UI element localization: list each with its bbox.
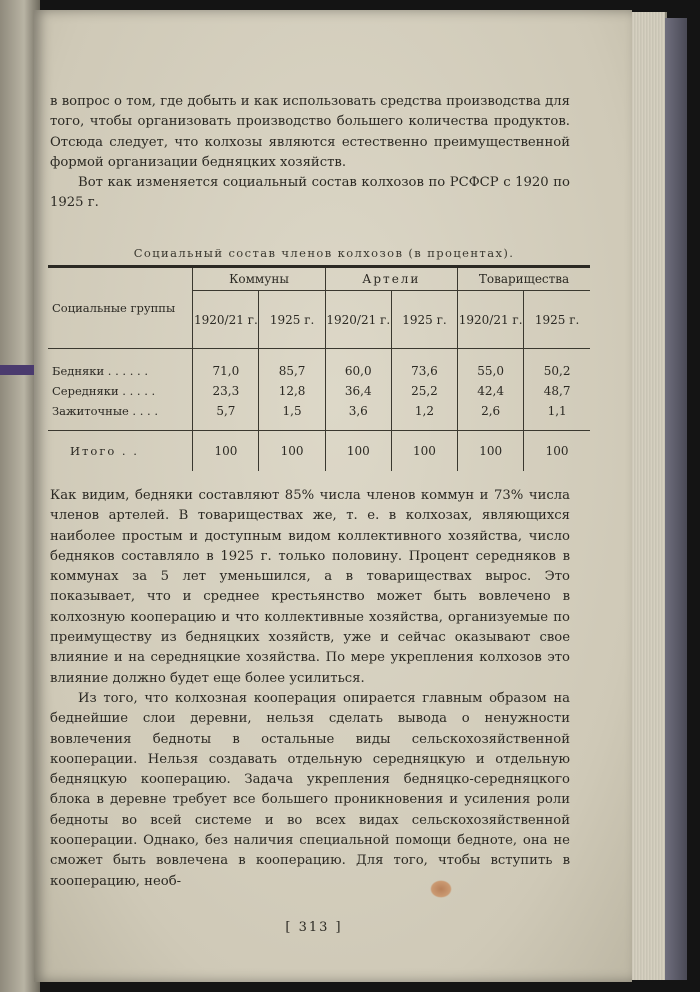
table-cell: 50,2 bbox=[524, 361, 590, 381]
paragraph-1-block bbox=[50, 92, 570, 214]
table-cell: 1,1 bbox=[524, 401, 590, 421]
row-label-poor: Бедняки . . . . . . bbox=[52, 363, 148, 378]
table-header-groups: Социальные группы bbox=[48, 267, 193, 349]
table-row bbox=[48, 381, 590, 401]
table-caption: Социальный состав членов колхозов (в процентах). bbox=[133, 246, 515, 260]
table-cell: 5,7 bbox=[193, 401, 259, 421]
table-cell: 100 bbox=[325, 431, 391, 471]
table-cell: 100 bbox=[259, 431, 325, 471]
table-header-year: 1925 г. bbox=[259, 291, 325, 349]
table-cell: 100 bbox=[391, 431, 457, 471]
table-cell: 1,5 bbox=[259, 401, 325, 421]
table-header-year: 1925 г. bbox=[391, 291, 457, 349]
table-row bbox=[48, 401, 590, 421]
book-page bbox=[34, 10, 632, 982]
table-header-year: 1920/21 г. bbox=[325, 291, 391, 349]
table-cell: 25,2 bbox=[391, 381, 457, 401]
table-header-communes: Коммуны bbox=[193, 267, 325, 291]
paragraph-3: Как видим, бедняки составляют 85% числа членов коммун и 73% числа членов артелей. В товариществах же, т. е. в колхозах, являющихся наиболее простым и доступным видом коллективного хозяйства, число бедняков составляло в 1925 г. только половину. Процент середняков в коммунах за 5 лет уменьшился, а в товариществах вырос. Это показывает, что и среднее крестьянство может быть вовлечено в колхозную кооперацию и что коллективные хозяйства, организуемые по преимуществу из бедняцких хозяйств, уже и сейчас оказывают свое влияние и на середняцкие хозяйства. По мере укрепления колхозов это влияние должно будет еще более усилиться. bbox=[50, 488, 570, 686]
table-cell: 100 bbox=[524, 431, 590, 471]
table-total-row bbox=[48, 431, 590, 471]
social-composition-table bbox=[48, 265, 590, 471]
row-label-total: Итого . . bbox=[70, 443, 139, 458]
row-label-middle: Середняки . . . . . bbox=[52, 383, 156, 398]
page-number: [ 313 ] bbox=[285, 920, 343, 935]
paragraph-1: в вопрос о том, где добыть и как использовать средства производства для того, чтобы организовать производство большего количества продуктов. Отсюда следует, что колхозы являются естественно преимущественной формой организации бедняцких хозяйств. bbox=[50, 94, 570, 170]
table-header-year: 1920/21 г. bbox=[193, 291, 259, 349]
row-label-wealthy: Зажиточные . . . . bbox=[52, 403, 159, 418]
table-cell: 12,8 bbox=[259, 381, 325, 401]
table-cell: 36,4 bbox=[325, 381, 391, 401]
body-text-block bbox=[50, 486, 570, 892]
table-cell: 73,6 bbox=[391, 361, 457, 381]
table-cell: 100 bbox=[458, 431, 524, 471]
table-cell: 71,0 bbox=[193, 361, 259, 381]
table-cell: 85,7 bbox=[259, 361, 325, 381]
table-cell: 2,6 bbox=[458, 401, 524, 421]
table-header-artels: Артели bbox=[325, 267, 457, 291]
table-cell: 100 bbox=[193, 431, 259, 471]
table-header-year: 1925 г. bbox=[524, 291, 590, 349]
table-cell: 1,2 bbox=[391, 401, 457, 421]
table-cell: 42,4 bbox=[458, 381, 524, 401]
book-cover-edge bbox=[665, 18, 687, 980]
table-cell: 23,3 bbox=[193, 381, 259, 401]
paragraph-2: Вот как изменяется социальный состав колхозов по РСФСР с 1920 по 1925 г. bbox=[50, 175, 570, 211]
table-header-associations: Товарищества bbox=[458, 267, 590, 291]
table-cell: 55,0 bbox=[458, 361, 524, 381]
table-cell: 48,7 bbox=[524, 381, 590, 401]
table-cell: 3,6 bbox=[325, 401, 391, 421]
table-row bbox=[48, 361, 590, 381]
paper-stain bbox=[430, 880, 452, 898]
table-cell: 60,0 bbox=[325, 361, 391, 381]
table-header-year: 1920/21 г. bbox=[458, 291, 524, 349]
paragraph-4: Из того, что колхозная кооперация опирается главным образом на беднейшие слои деревни, нельзя сделать вывода о ненужности вовлечения бедноты в остальные виды сельскохозяйственной кооперации. Нельзя создавать отдельную середняцкую и отдельную бедняцкую кооперацию. Задача укрепления бедняцко-середняцкого блока в деревне требует все большего проникновения и усиления роли бедноты во всей системе и во всех видах сельскохозяйственной кооперации. Однако, без наличия специальной помощи бедноте, она не сможет быть вовлечена в кооперацию. Для того, чтобы вступить в кооперацию, необ- bbox=[50, 690, 570, 889]
